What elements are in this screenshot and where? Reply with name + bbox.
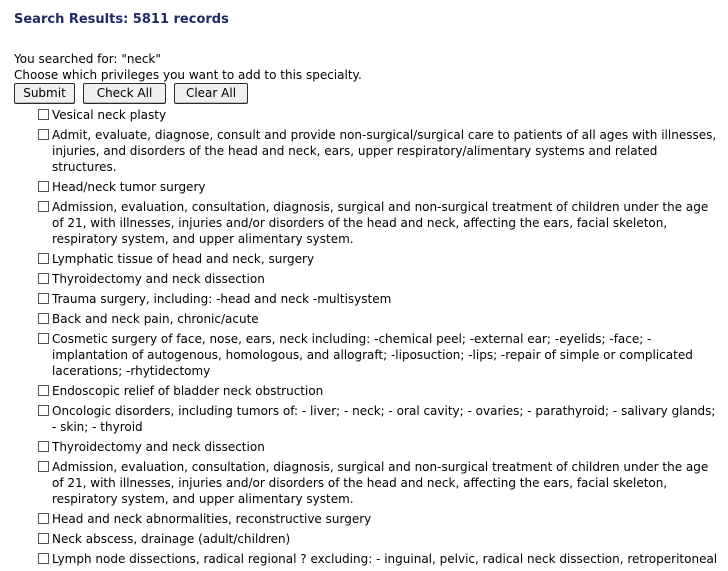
result-row — [38, 511, 722, 527]
result-row — [38, 383, 722, 399]
privilege-label: Back and neck pain, chronic/acute — [52, 312, 259, 326]
privilege-label: Endoscopic relief of bladder neck obstruction — [52, 384, 324, 398]
privilege-label: Lymph node dissections, radical regional ? excluding: - inguinal, pelvic, radical neck dissection, retroperitoneal — [52, 552, 718, 566]
page-title: Search Results: 5811 records — [14, 12, 229, 27]
privilege-label: Trauma surgery, including: -head and neck -multisystem — [52, 292, 392, 306]
privilege-label: Vesical neck plasty — [52, 108, 167, 122]
search-info — [14, 51, 362, 83]
search-query-text: You searched for: "neck" — [14, 52, 161, 66]
privilege-checkbox[interactable] — [38, 405, 49, 416]
clear-all-button[interactable]: Clear All — [174, 83, 248, 104]
privilege-label: Head/neck tumor surgery — [52, 180, 206, 194]
result-row — [38, 251, 722, 267]
check-all-button[interactable]: Check All — [83, 83, 166, 104]
privilege-label: Head and neck abnormalities, reconstructive surgery — [52, 512, 372, 526]
privilege-label: Lymphatic tissue of head and neck, surgery — [52, 252, 315, 266]
result-row — [38, 107, 722, 123]
privilege-label: Admit, evaluate, diagnose, consult and provide non-surgical/surgical care to patients of all ages with illnesses, injuries, and disorders of the head and neck, ears, upper respiratory/alimentary systems and related structures. — [52, 128, 717, 174]
privilege-checkbox[interactable] — [38, 553, 49, 564]
result-row — [38, 127, 722, 175]
privilege-checkbox[interactable] — [38, 313, 49, 324]
privilege-label: Neck abscess, drainage (adult/children) — [52, 532, 291, 546]
result-row — [38, 551, 722, 567]
privilege-label: Cosmetic surgery of face, nose, ears, neck including: -chemical peel; -external ear; -eyelids; -face; -implantation of autogenous, homologous, and allograft; -liposuction; -lips; -repair of simple or complicated lacerations; -rhytidectomy — [52, 332, 693, 378]
privilege-checkbox[interactable] — [38, 109, 49, 120]
privilege-checkbox[interactable] — [38, 293, 49, 304]
privilege-label: Thyroidectomy and neck dissection — [52, 272, 265, 286]
result-row — [38, 199, 722, 247]
privilege-checkbox[interactable] — [38, 333, 49, 344]
action-buttons — [14, 83, 248, 104]
result-row — [38, 531, 722, 547]
privilege-label: Admission, evaluation, consultation, diagnosis, surgical and non-surgical treatment of children under the age of 21, with illnesses, injuries and/or disorders of the head and neck, affecting the ears, facial skeleton, respiratory system, and upper alimentary system. — [52, 200, 709, 246]
results-list — [38, 107, 722, 571]
privilege-checkbox[interactable] — [38, 273, 49, 284]
privilege-label: Thyroidectomy and neck dissection — [52, 440, 265, 454]
result-row — [38, 331, 722, 379]
privilege-checkbox[interactable] — [38, 441, 49, 452]
privilege-checkbox[interactable] — [38, 513, 49, 524]
result-row — [38, 179, 722, 195]
result-row — [38, 403, 722, 435]
privilege-label: Oncologic disorders, including tumors of: - liver; - neck; - oral cavity; - ovaries; - parathyroid; - salivary glands; - skin; - thyroid — [52, 404, 716, 434]
privilege-checkbox[interactable] — [38, 461, 49, 472]
privilege-checkbox[interactable] — [38, 385, 49, 396]
privilege-label: Admission, evaluation, consultation, diagnosis, surgical and non-surgical treatment of children under the age of 21, with illnesses, injuries and/or disorders of the head and neck, affecting the ears, facial skeleton, respiratory system, and upper alimentary system. — [52, 460, 709, 506]
result-row — [38, 439, 722, 455]
submit-button[interactable]: Submit — [14, 83, 75, 104]
privilege-checkbox[interactable] — [38, 201, 49, 212]
privilege-checkbox[interactable] — [38, 129, 49, 140]
result-row — [38, 311, 722, 327]
privilege-checkbox[interactable] — [38, 253, 49, 264]
instruction-text: Choose which privileges you want to add to this specialty. — [14, 68, 362, 82]
result-row — [38, 291, 722, 307]
privilege-checkbox[interactable] — [38, 181, 49, 192]
privilege-checkbox[interactable] — [38, 533, 49, 544]
result-row — [38, 459, 722, 507]
result-row — [38, 271, 722, 287]
